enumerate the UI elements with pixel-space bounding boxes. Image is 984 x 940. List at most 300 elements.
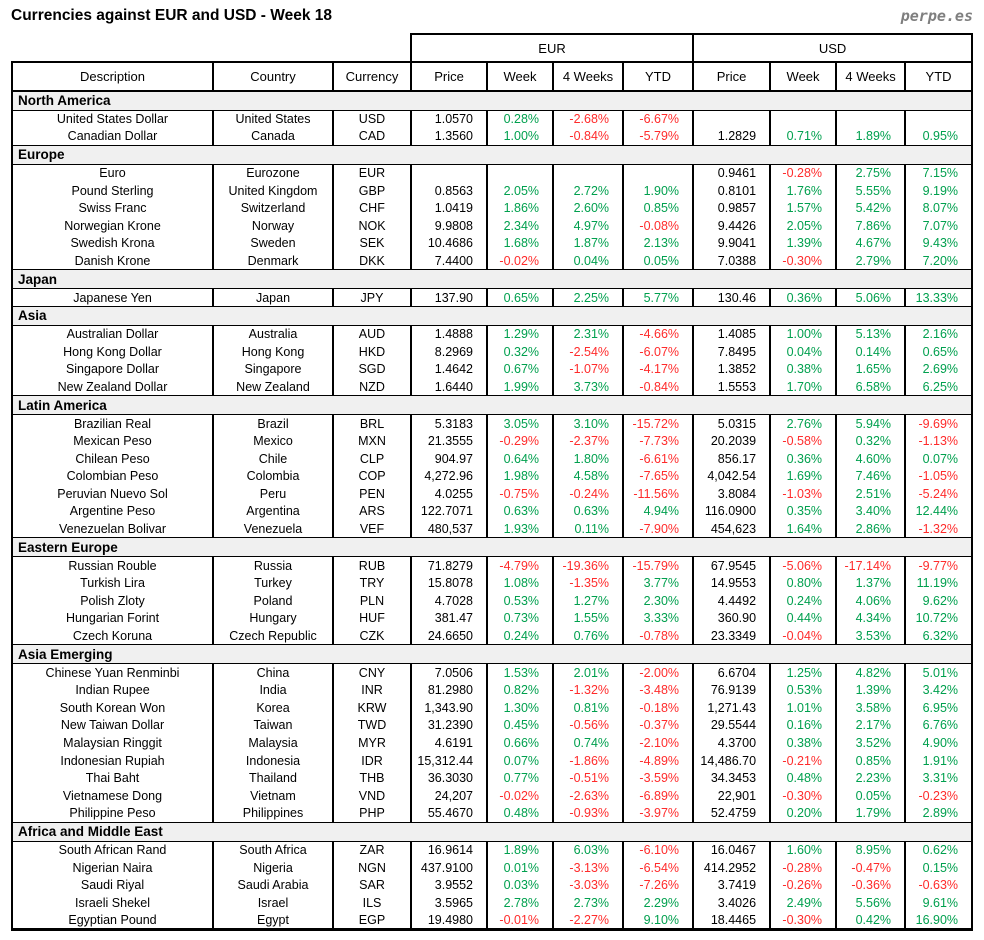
description-cell: Chinese Yuan Renminbi [12,664,213,682]
currency-row [12,717,972,735]
usd-price-cell: 3.7419 [693,876,770,894]
currency-code-cell: CAD [333,128,411,146]
country-cell: Colombia [213,468,333,486]
eur-4weeks-cell: -2.27% [553,912,623,930]
eur-4weeks-cell: 0.63% [553,503,623,521]
eur-price-cell: 15,312.44 [411,752,487,770]
usd-price-cell: 4.3700 [693,734,770,752]
country-cell: Hungary [213,610,333,628]
description-cell: Hungarian Forint [12,610,213,628]
currency-code-cell: MYR [333,734,411,752]
country-cell: Indonesia [213,752,333,770]
country-cell: Nigeria [213,859,333,877]
currency-row [12,664,972,682]
usd-ytd-cell: 12.44% [905,503,972,521]
usd-price-cell: 52.4759 [693,805,770,823]
eur-week-cell: -0.02% [487,252,553,270]
eur-ytd-cell: -5.79% [623,128,693,146]
currency-row [12,805,972,823]
currency-row [12,343,972,361]
usd-ytd-cell: 9.19% [905,182,972,200]
eur-price-cell: 437.9100 [411,859,487,877]
usd-4weeks-cell: 7.46% [836,468,905,486]
usd-ytd-cell: -5.24% [905,485,972,503]
eur-ytd-cell: -3.97% [623,805,693,823]
section-title: Japan [12,270,972,289]
eur-4weeks-cell: -1.07% [553,361,623,379]
currency-code-cell: NOK [333,217,411,235]
usd-week-cell: 1.01% [770,699,836,717]
eur-4weeks-cell: 4.97% [553,217,623,235]
currency-code-cell: USD [333,110,411,128]
usd-4weeks-cell: 1.65% [836,361,905,379]
usd-4weeks-cell: 2.75% [836,164,905,182]
section-row [12,91,972,110]
usd-week-cell: 1.60% [770,841,836,859]
country-cell: Saudi Arabia [213,876,333,894]
country-cell: New Zealand [213,378,333,396]
usd-week-cell: 0.53% [770,681,836,699]
currency-row [12,699,972,717]
country-cell: Egypt [213,912,333,930]
eur-4weeks-cell [553,164,623,182]
eur-ytd-cell: -15.79% [623,557,693,575]
eur-4weeks-cell: -0.84% [553,128,623,146]
currency-row [12,592,972,610]
country-cell: Mexico [213,432,333,450]
currency-row [12,503,972,521]
usd-4weeks-cell: 3.58% [836,699,905,717]
currency-row [12,164,972,182]
eur-ytd-cell: -4.17% [623,361,693,379]
currency-code-cell: SGD [333,361,411,379]
eur-week-cell: 0.01% [487,859,553,877]
currency-table [11,33,973,931]
eur-4weeks-cell: 0.81% [553,699,623,717]
country-cell: China [213,664,333,682]
usd-week-cell [770,110,836,128]
eur-price-cell: 122.7071 [411,503,487,521]
country-cell: Turkey [213,574,333,592]
country-cell: Israel [213,894,333,912]
description-cell: South Korean Won [12,699,213,717]
country-cell: Argentina [213,503,333,521]
eur-ytd-cell: -15.72% [623,415,693,433]
section-row [12,270,972,289]
description-cell: Swedish Krona [12,235,213,253]
eur-price-cell: 137.90 [411,289,487,307]
currency-row [12,787,972,805]
currency-code-cell: EUR [333,164,411,182]
currency-row [12,468,972,486]
section-title: Eastern Europe [12,538,972,557]
description-cell: Danish Krone [12,252,213,270]
usd-ytd-cell: 4.90% [905,734,972,752]
usd-week-cell: 0.38% [770,361,836,379]
usd-4weeks-cell: 1.39% [836,681,905,699]
eur-price-cell: 4.0255 [411,485,487,503]
currency-row [12,415,972,433]
section-row [12,538,972,557]
eur-4weeks-cell: 2.73% [553,894,623,912]
usd-price-cell: 0.9461 [693,164,770,182]
usd-ytd-cell: 6.95% [905,699,972,717]
currency-row [12,361,972,379]
description-cell: Mexican Peso [12,432,213,450]
usd-week-cell: 2.76% [770,415,836,433]
usd-price-cell: 454,623 [693,520,770,538]
usd-4weeks-cell: 1.89% [836,128,905,146]
usd-week-cell: 1.25% [770,664,836,682]
description-cell: Turkish Lira [12,574,213,592]
eur-week-cell: 0.53% [487,592,553,610]
usd-ytd-cell: 11.19% [905,574,972,592]
currency-code-cell: THB [333,769,411,787]
currency-code-cell: PLN [333,592,411,610]
eur-ytd-cell: -6.10% [623,841,693,859]
currency-row [12,610,972,628]
eur-price-cell: 19.4980 [411,912,487,930]
eur-week-cell: 1.00% [487,128,553,146]
usd-week-cell: -0.04% [770,627,836,645]
usd-ytd-cell: -0.63% [905,876,972,894]
description-cell: New Taiwan Dollar [12,717,213,735]
usd-week-cell: -0.21% [770,752,836,770]
currency-row [12,217,972,235]
currency-code-cell: CNY [333,664,411,682]
eur-4weeks-cell: 2.60% [553,199,623,217]
eur-week-cell: 0.64% [487,450,553,468]
eur-week-cell: -0.29% [487,432,553,450]
usd-price-cell: 9.9041 [693,235,770,253]
usd-week-cell: 0.44% [770,610,836,628]
currency-code-cell: SAR [333,876,411,894]
eur-week-cell: 1.98% [487,468,553,486]
country-cell: Norway [213,217,333,235]
usd-ytd-cell: 8.07% [905,199,972,217]
description-cell: Indonesian Rupiah [12,752,213,770]
eur-ytd-cell: -7.73% [623,432,693,450]
description-cell: Polish Zloty [12,592,213,610]
usd-4weeks-cell: 4.67% [836,235,905,253]
eur-4weeks-cell: 4.58% [553,468,623,486]
description-cell: Brazilian Real [12,415,213,433]
section-title: Asia [12,306,972,325]
eur-week-cell: 1.93% [487,520,553,538]
eur-week-cell: 0.73% [487,610,553,628]
currency-code-cell: VND [333,787,411,805]
description-cell: Singapore Dollar [12,361,213,379]
eur-ytd-cell: 5.77% [623,289,693,307]
description-cell: Norwegian Krone [12,217,213,235]
section-row [12,396,972,415]
country-cell: Japan [213,289,333,307]
eur-price-cell: 4,272.96 [411,468,487,486]
usd-ytd-cell: -1.05% [905,468,972,486]
currency-code-cell: CHF [333,199,411,217]
country-cell: Peru [213,485,333,503]
eur-price-cell: 1,343.90 [411,699,487,717]
usd-week-cell: 0.80% [770,574,836,592]
eur-ytd-cell: -4.89% [623,752,693,770]
eur-week-cell: 0.28% [487,110,553,128]
currency-code-cell: TRY [333,574,411,592]
usd-4weeks-cell: 4.60% [836,450,905,468]
section-row [12,145,972,164]
brand-watermark: perpe.es [900,7,973,25]
eur-week-cell: 1.68% [487,235,553,253]
usd-4weeks-cell: 2.79% [836,252,905,270]
eur-ytd-cell: 1.90% [623,182,693,200]
currency-code-cell: KRW [333,699,411,717]
usd-4weeks-cell: 1.79% [836,805,905,823]
usd-week-cell: -0.28% [770,164,836,182]
usd-price-cell: 0.8101 [693,182,770,200]
eur-4weeks-cell: -1.86% [553,752,623,770]
usd-ytd-cell: 3.31% [905,769,972,787]
eur-4weeks-cell: 0.11% [553,520,623,538]
description-cell: Saudi Riyal [12,876,213,894]
eur-4weeks-cell: -2.68% [553,110,623,128]
eur-ytd-cell: -0.78% [623,627,693,645]
eur-4weeks-cell: 2.25% [553,289,623,307]
usd-week-cell: 1.00% [770,325,836,343]
usd-week-cell: 2.49% [770,894,836,912]
usd-4weeks-cell: 0.42% [836,912,905,930]
usd-4weeks-cell: 5.42% [836,199,905,217]
eur-4weeks-cell: 1.55% [553,610,623,628]
country-cell: Taiwan [213,717,333,735]
currency-row [12,128,972,146]
usd-4weeks-cell: 5.13% [836,325,905,343]
currency-code-cell: HKD [333,343,411,361]
usd-4weeks-cell: 2.86% [836,520,905,538]
description-cell: South African Rand [12,841,213,859]
description-cell: Euro [12,164,213,182]
column-header-usd-ytd: YTD [905,62,972,91]
usd-price-cell: 76.9139 [693,681,770,699]
eur-price-cell: 15.8078 [411,574,487,592]
eur-week-cell: -0.01% [487,912,553,930]
usd-ytd-cell: -0.23% [905,787,972,805]
eur-week-cell: 0.07% [487,752,553,770]
usd-price-cell: 1.4085 [693,325,770,343]
usd-4weeks-cell: 0.85% [836,752,905,770]
description-cell: Malaysian Ringgit [12,734,213,752]
eur-ytd-cell: -3.48% [623,681,693,699]
eur-ytd-cell: 3.77% [623,574,693,592]
country-cell: Denmark [213,252,333,270]
usd-4weeks-cell: 8.95% [836,841,905,859]
eur-ytd-cell: -6.07% [623,343,693,361]
usd-week-cell: -0.30% [770,912,836,930]
country-cell: Singapore [213,361,333,379]
usd-4weeks-cell [836,110,905,128]
usd-ytd-cell: 0.62% [905,841,972,859]
currency-code-cell: JPY [333,289,411,307]
eur-ytd-cell: 2.29% [623,894,693,912]
currency-code-cell: IDR [333,752,411,770]
eur-price-cell: 5.3183 [411,415,487,433]
eur-4weeks-cell: 0.04% [553,252,623,270]
currency-row [12,485,972,503]
eur-price-cell: 904.97 [411,450,487,468]
currency-code-cell: HUF [333,610,411,628]
usd-ytd-cell: 2.89% [905,805,972,823]
eur-week-cell: 0.66% [487,734,553,752]
eur-price-cell: 55.4670 [411,805,487,823]
currency-row [12,894,972,912]
usd-week-cell: 1.76% [770,182,836,200]
page-title: Currencies against EUR and USD - Week 18 [11,7,333,24]
eur-4weeks-cell: -19.36% [553,557,623,575]
eur-4weeks-cell: 2.01% [553,664,623,682]
eur-4weeks-cell: 0.76% [553,627,623,645]
eur-price-cell: 1.3560 [411,128,487,146]
usd-price-cell: 3.8084 [693,485,770,503]
country-cell: India [213,681,333,699]
usd-week-cell: -1.03% [770,485,836,503]
usd-ytd-cell [905,110,972,128]
eur-week-cell: 2.34% [487,217,553,235]
eur-4weeks-cell: 6.03% [553,841,623,859]
usd-ytd-cell: 0.15% [905,859,972,877]
column-header-country: Country [213,62,333,91]
usd-4weeks-cell: 4.82% [836,664,905,682]
country-cell: Russia [213,557,333,575]
currency-code-cell: AUD [333,325,411,343]
currency-code-cell: INR [333,681,411,699]
currency-code-cell: PEN [333,485,411,503]
eur-week-cell: 1.99% [487,378,553,396]
usd-week-cell: 0.35% [770,503,836,521]
usd-ytd-cell: -1.13% [905,432,972,450]
eur-price-cell: 21.3555 [411,432,487,450]
eur-ytd-cell: -6.67% [623,110,693,128]
country-cell: Canada [213,128,333,146]
eur-4weeks-cell: 1.80% [553,450,623,468]
usd-ytd-cell: 2.69% [905,361,972,379]
eur-week-cell: 0.82% [487,681,553,699]
usd-4weeks-cell: 5.94% [836,415,905,433]
currency-code-cell: GBP [333,182,411,200]
usd-week-cell: 1.70% [770,378,836,396]
currency-code-cell: SEK [333,235,411,253]
description-cell: Indian Rupee [12,681,213,699]
eur-4weeks-cell: -0.93% [553,805,623,823]
eur-week-cell: 0.65% [487,289,553,307]
usd-ytd-cell: 6.32% [905,627,972,645]
eur-week-cell: -4.79% [487,557,553,575]
usd-week-cell: 0.20% [770,805,836,823]
usd-week-cell: -0.58% [770,432,836,450]
eur-ytd-cell: -6.61% [623,450,693,468]
usd-price-cell: 14,486.70 [693,752,770,770]
eur-price-cell: 7.4400 [411,252,487,270]
group-header-usd: USD [693,34,972,62]
description-cell: Russian Rouble [12,557,213,575]
section-row [12,306,972,325]
section-row [12,822,972,841]
eur-price-cell: 1.0419 [411,199,487,217]
eur-price-cell: 381.47 [411,610,487,628]
description-cell: Canadian Dollar [12,128,213,146]
usd-price-cell: 7.0388 [693,252,770,270]
description-cell: Thai Baht [12,769,213,787]
usd-price-cell: 7.8495 [693,343,770,361]
country-cell: United States [213,110,333,128]
eur-price-cell: 10.4686 [411,235,487,253]
country-cell: Switzerland [213,199,333,217]
column-header-currency-code: Currency [333,62,411,91]
usd-ytd-cell: 0.95% [905,128,972,146]
usd-price-cell: 3.4026 [693,894,770,912]
description-cell: Czech Koruna [12,627,213,645]
group-header-eur: EUR [411,34,693,62]
currency-code-cell: DKK [333,252,411,270]
currency-row [12,235,972,253]
eur-price-cell: 4.6191 [411,734,487,752]
titlebar [11,7,973,31]
eur-ytd-cell: 9.10% [623,912,693,930]
section-title: Africa and Middle East [12,822,972,841]
description-cell: Israeli Shekel [12,894,213,912]
section-title: Asia Emerging [12,645,972,664]
eur-ytd-cell: -7.65% [623,468,693,486]
column-header-usd-price: Price [693,62,770,91]
column-header-eur-4weeks: 4 Weeks [553,62,623,91]
usd-week-cell: -0.30% [770,252,836,270]
column-header-eur-price: Price [411,62,487,91]
usd-price-cell: 9.4426 [693,217,770,235]
usd-4weeks-cell: 5.56% [836,894,905,912]
usd-week-cell: 0.71% [770,128,836,146]
usd-4weeks-cell: 5.55% [836,182,905,200]
eur-price-cell: 1.0570 [411,110,487,128]
currency-code-cell: TWD [333,717,411,735]
usd-price-cell: 22,901 [693,787,770,805]
description-cell: United States Dollar [12,110,213,128]
eur-week-cell: 0.32% [487,343,553,361]
eur-ytd-cell: 4.94% [623,503,693,521]
usd-price-cell: 23.3349 [693,627,770,645]
eur-price-cell: 1.4642 [411,361,487,379]
usd-ytd-cell: 9.61% [905,894,972,912]
usd-ytd-cell: 9.62% [905,592,972,610]
usd-price-cell: 4.4492 [693,592,770,610]
usd-price-cell: 0.9857 [693,199,770,217]
currency-code-cell: CZK [333,627,411,645]
usd-4weeks-cell: -17.14% [836,557,905,575]
description-cell: New Zealand Dollar [12,378,213,396]
eur-price-cell: 71.8279 [411,557,487,575]
eur-week-cell: 1.53% [487,664,553,682]
country-cell: Poland [213,592,333,610]
eur-price-cell: 3.5965 [411,894,487,912]
usd-price-cell: 29.5544 [693,717,770,735]
usd-week-cell: -0.30% [770,787,836,805]
column-header-eur-week: Week [487,62,553,91]
currency-row [12,378,972,396]
description-cell: Nigerian Naira [12,859,213,877]
usd-ytd-cell: -9.69% [905,415,972,433]
eur-ytd-cell: 0.85% [623,199,693,217]
usd-price-cell: 20.2039 [693,432,770,450]
usd-price-cell [693,110,770,128]
eur-ytd-cell: -6.54% [623,859,693,877]
usd-week-cell: -0.26% [770,876,836,894]
eur-ytd-cell: -0.08% [623,217,693,235]
